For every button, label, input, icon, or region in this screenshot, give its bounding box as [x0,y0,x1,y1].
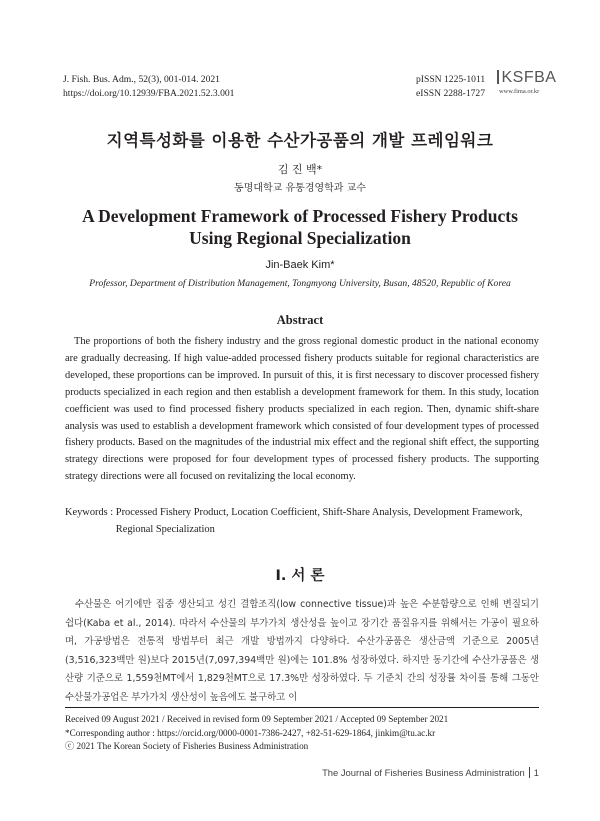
body-text [65,596,539,708]
abstract-text: The proportions of both the fishery industry and the gross regional domestic product in the national economy are gradually decreasing. If high value-added processed fishery products suitable for regional characteristics are developed, these proportions can be improved. In pursuit of this, it is first necessary to discover processed fishery products specialized in each region and then establish a development framework for them. In this study, location coefficient was used to find processed fishery products specialized in each region. Then, dynamic shift-share analysis was used to establish a development framework which consisted of four development types of processed fishery products. Based on the magnitudes of the industrial mix effect and the regional shift effect, the supporting strategy directions were proposed for four development types of processed fishery products. The supporting strategy directions were all focused on revitalizing the local economy. [65,336,539,483]
title-english: A Development Framework of Processed Fishery Products Using Regional Specialization [82,206,518,248]
pissn: pISSN 1225-1011 [416,74,486,85]
doi-link[interactable]: https://doi.org/10.12939/FBA.2021.52.3.001 [63,87,235,99]
section-heading-introduction: I. 서 론 [275,568,325,584]
abstract [65,334,539,486]
footnotes [65,713,545,754]
author-english: Jin-Baek Kim* [265,259,335,271]
title-korean: 지역특성화를 이용한 수산가공품의 개발 프레임워크 [106,131,494,150]
footer-divider [529,767,530,778]
received-dates: Received 09 August 2021 / Received in revised form 09 September 2021 / Accepted 09 September 2021 [65,714,449,724]
page-number: 1 [533,767,539,778]
keywords-label: Keywords : [65,507,116,518]
page-footer [322,767,539,778]
affiliation-english: Professor, Department of Distribution Management, Tongmyong University, Busan, 48520, Republic of Korea [89,278,511,289]
keywords [65,505,539,539]
copyright-notice: ⓒ 2021 The Korean Society of Fisheries Business Administration [65,741,309,752]
author-korean: 김 진 백* [277,163,323,176]
body-paragraph: 수산물은 어기에만 집중 생산되고 성긴 결합조직(low connective tissue)과 높은 수분함량으로 인해 변질되기 쉽다(Kaba et al., 2014). 따라서 수산물의 부가가치 생산성을 높이고 장기간 품질유지를 위해서는 가공이 필요하며, 가공방법은 전통적 방법부터 최근 개발 방법까지 다양하다. 수산가공품은 생산금액 기준으로 2005년(3,516,323백만 원)보다 2015년(7,097,394백만 원)에는 101.8% 성장하였다. 하지만 동기간에 수산가공품은 생산량 기준으로 1,559천MT에서 1,829천MT으로 17.3%만 성장하였다. 두 기준치 간의 성장률 차이를 통해 그동안 수산물가공업은 부가가치 생산성이 높음에도 불구하고 이 [65,599,539,703]
abstract-heading: Abstract [276,313,324,327]
journal-reference [63,73,234,100]
eissn: eISSN 2288-1727 [416,87,486,99]
logo-bar-icon [497,70,499,84]
footer-journal: The Journal of Fisheries Business Administration [322,767,525,778]
logo-text: KSFBA [501,69,557,86]
journal-citation: J. Fish. Bus. Adm., 52(3), 001-014. 2021 [63,74,220,85]
affiliation-korean: 동명대학교 유통경영학과 교수 [234,183,366,194]
issn-block [416,73,485,100]
footnote-divider [65,707,539,708]
corresponding-author: *Corresponding author : https://orcid.org/0000-0001-7386-2427, +82-51-629-1864, jinkim@tu.ac.kr [65,727,436,738]
ksfba-logo [497,69,556,96]
keywords-text: Processed Fishery Product, Location Coefficient, Shift-Share Analysis, Development Framework, Regional Specialization [115,507,523,535]
logo-url: www.fima.or.kr [499,88,540,95]
